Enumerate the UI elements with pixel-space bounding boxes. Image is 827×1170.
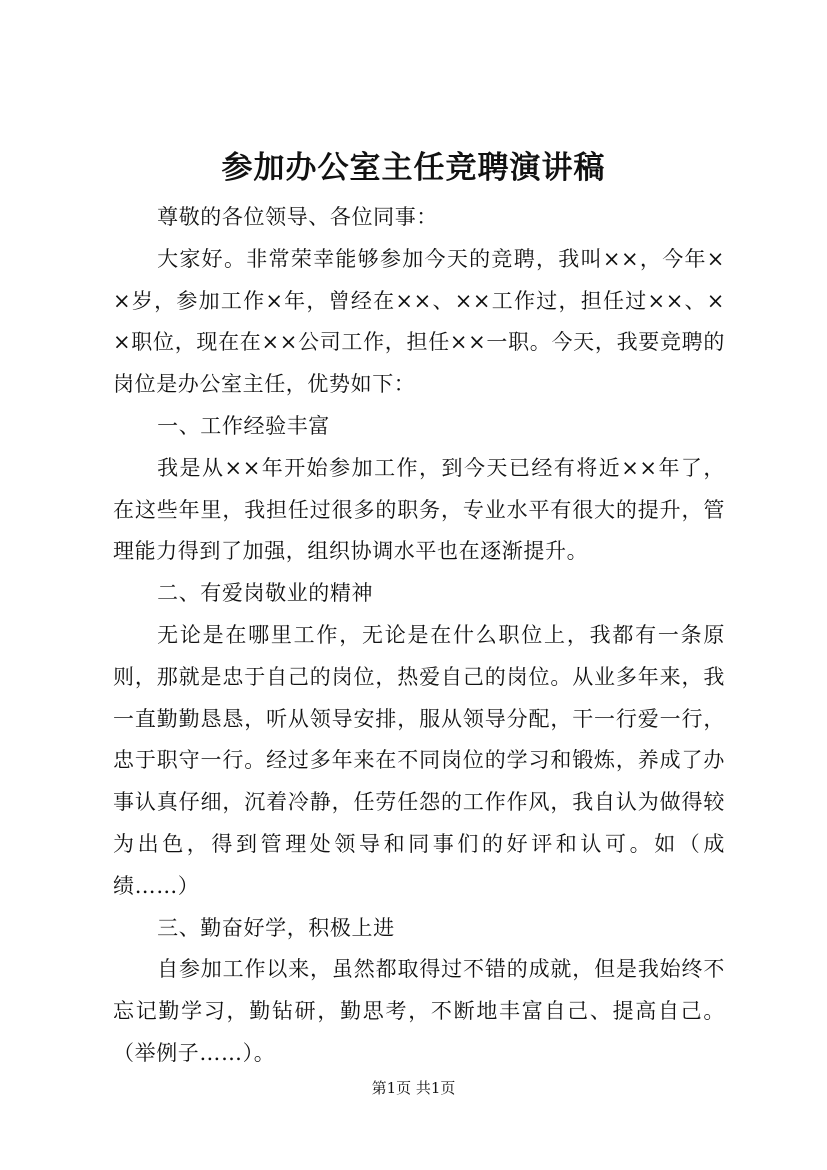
section-heading-1: 一、工作经验丰富 [157,413,330,438]
section-2-paragraph: 无论是在哪里工作，无论是在什么职位上，我都有一条原则，那就是忠于自己的岗位，热爱自己的岗位。从业多年来，我一直勤勤恳恳，听从领导安排，服从领导分配，干一行爱一行，忠于职守一行。经过多年来在不同岗位的学习和锻炼，养成了办事认真仔细，沉着冷静，任劳任怨的工作作风，我自认为做得较为出色，得到管理处领导和同事们的好评和认可。如（成绩……） [113,622,725,898]
introduction-paragraph: 大家好。非常荣幸能够参加今天的竞聘，我叫××，今年××岁，参加工作×年，曾经在××、××工作过，担任过××、××职位，现在在××公司工作，担任××一职。今天，我要竞聘的岗位是办公室主任，优势如下： [113,246,725,397]
section-3-paragraph: 自参加工作以来，虽然都取得过不错的成就，但是我始终不忘记勤学习，勤钻研，勤思考，不断地丰富自己、提高自己。（举例子……）。 [113,957,725,1065]
section-heading-3: 三、勤奋好学，积极上进 [157,915,395,940]
document-body [113,197,725,1075]
salutation-paragraph: 尊敬的各位领导、各位同事： [157,205,438,229]
section-heading-2: 二、有爱岗敬业的精神 [157,581,374,606]
section-1-paragraph: 我是从××年开始参加工作，到今天已经有将近××年了，在这些年里，我担任过很多的职务，专业水平有很大的提升，管理能力得到了加强，组织协调水平也在逐渐提升。 [113,455,725,564]
document-title: 参加办公室主任竞聘演讲稿 [221,150,606,186]
page-number-footer: 第1页 共1页 [371,1079,456,1097]
